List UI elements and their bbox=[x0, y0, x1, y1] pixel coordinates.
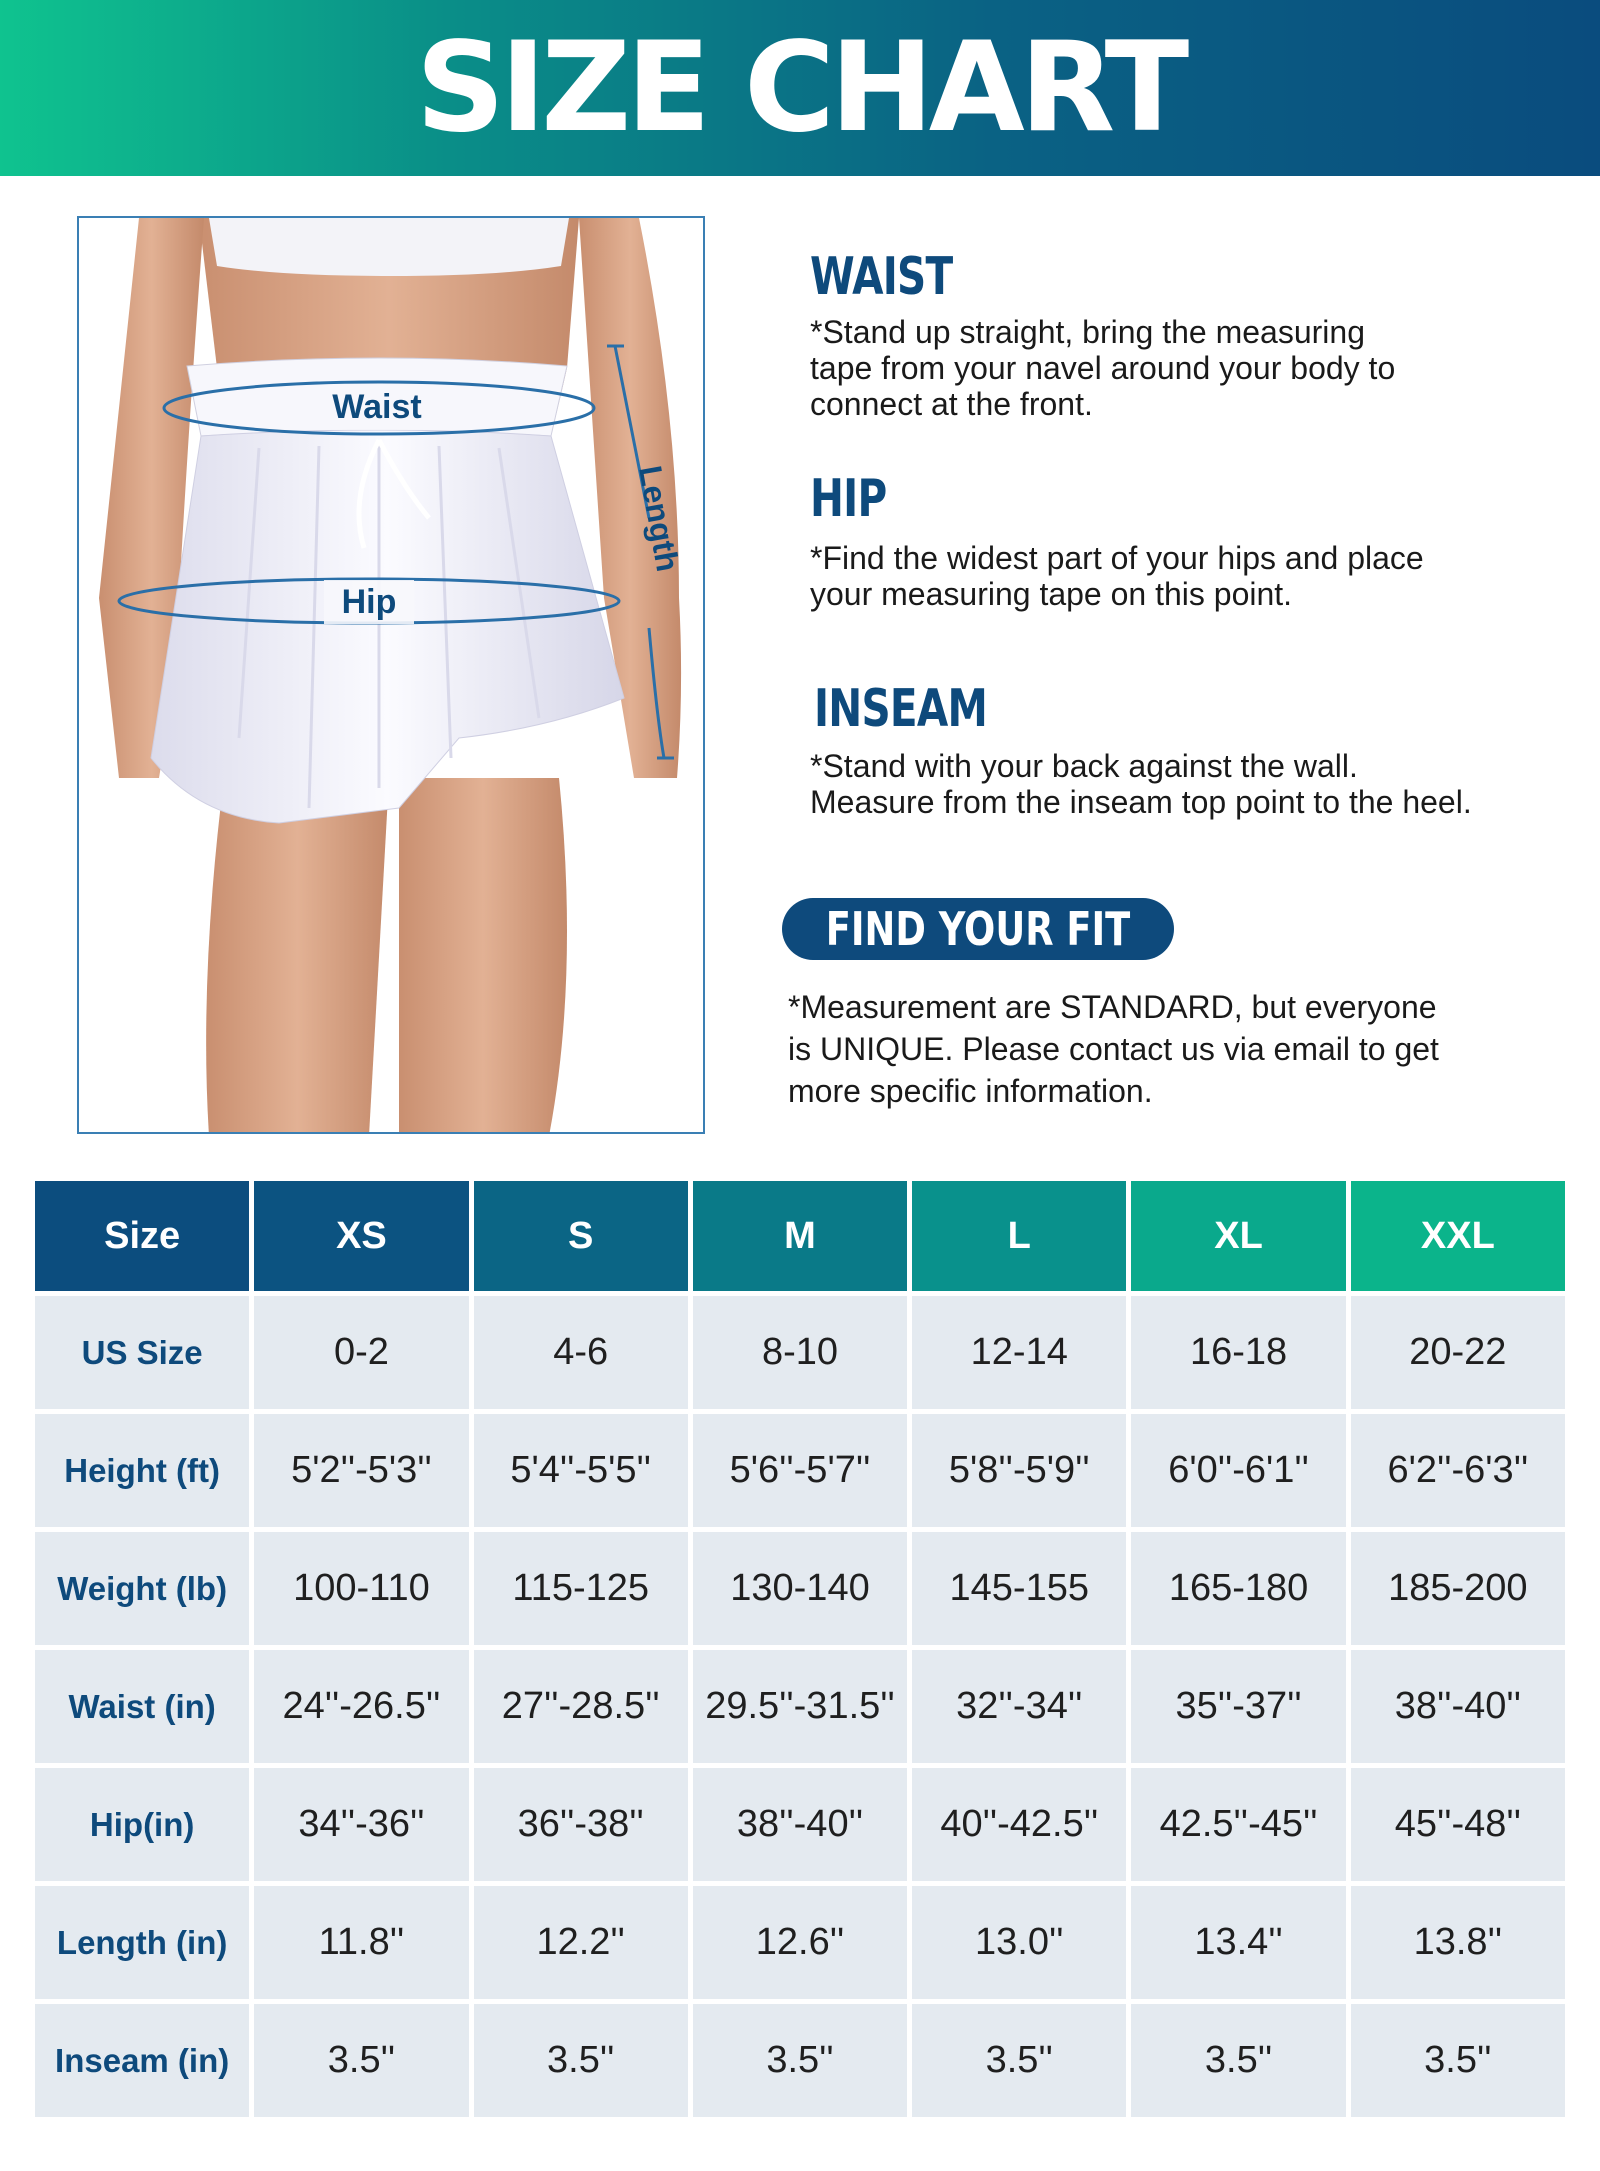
table-cell: 100-110 bbox=[254, 1532, 468, 1645]
table-cell: 38''-40'' bbox=[1351, 1650, 1565, 1763]
table-cell: 130-140 bbox=[693, 1532, 907, 1645]
header-xs: XS bbox=[254, 1181, 468, 1291]
hip-title: HIP bbox=[810, 469, 887, 529]
left-leg-shape bbox=[206, 778, 389, 1134]
table-row bbox=[35, 1886, 1565, 1999]
model-shorts-figure bbox=[79, 218, 705, 1134]
sports-bra-shape bbox=[209, 218, 569, 276]
table-row bbox=[35, 1532, 1565, 1645]
table-cell: 6'2''-6'3'' bbox=[1351, 1414, 1565, 1527]
header-s: S bbox=[474, 1181, 688, 1291]
row-label-height: Height (ft) bbox=[35, 1414, 249, 1527]
row-label-weight: Weight (lb) bbox=[35, 1532, 249, 1645]
measurement-illustration bbox=[77, 216, 705, 1134]
table-row bbox=[35, 1414, 1565, 1527]
table-cell: 42.5''-45'' bbox=[1131, 1768, 1345, 1881]
find-your-fit-title: FIND YOUR FIT bbox=[825, 902, 1131, 956]
table-cell: 12-14 bbox=[912, 1296, 1126, 1409]
table-cell: 40''-42.5'' bbox=[912, 1768, 1126, 1881]
table-cell: 6'0''-6'1'' bbox=[1131, 1414, 1345, 1527]
table-cell: 4-6 bbox=[474, 1296, 688, 1409]
table-cell: 165-180 bbox=[1131, 1532, 1345, 1645]
length-label: Length bbox=[632, 462, 687, 575]
row-label-us-size: US Size bbox=[35, 1296, 249, 1409]
table-row bbox=[35, 2004, 1565, 2117]
waist-title: WAIST bbox=[810, 247, 953, 307]
table-cell: 12.6'' bbox=[693, 1886, 907, 1999]
table-cell: 45''-48'' bbox=[1351, 1768, 1565, 1881]
waist-section bbox=[810, 246, 1550, 422]
table-cell: 3.5'' bbox=[693, 2004, 907, 2117]
table-cell: 13.4'' bbox=[1131, 1886, 1345, 1999]
find-your-fit-badge bbox=[782, 898, 1174, 960]
hip-instructions: *Find the widest part of your hips and place your measuring tape on this point. bbox=[810, 540, 1424, 612]
table-cell: 20-22 bbox=[1351, 1296, 1565, 1409]
shorts-skirt-shape bbox=[151, 430, 624, 823]
table-cell: 185-200 bbox=[1351, 1532, 1565, 1645]
size-table bbox=[30, 1176, 1570, 2122]
table-cell: 3.5'' bbox=[254, 2004, 468, 2117]
header-xxl: XXL bbox=[1351, 1181, 1565, 1291]
row-label-length: Length (in) bbox=[35, 1886, 249, 1999]
table-cell: 3.5'' bbox=[474, 2004, 688, 2117]
header-xl: XL bbox=[1131, 1181, 1345, 1291]
header-m: M bbox=[693, 1181, 907, 1291]
table-cell: 35''-37'' bbox=[1131, 1650, 1345, 1763]
table-cell: 34''-36'' bbox=[254, 1768, 468, 1881]
table-header-row bbox=[35, 1181, 1565, 1291]
inseam-title: INSEAM bbox=[814, 679, 988, 739]
header-banner bbox=[0, 0, 1600, 176]
waist-label: Waist bbox=[332, 388, 422, 426]
inseam-instructions: *Stand with your back against the wall. Measure from the inseam top point to the heel. bbox=[810, 748, 1472, 820]
table-cell: 36''-38'' bbox=[474, 1768, 688, 1881]
table-cell: 29.5''-31.5'' bbox=[693, 1650, 907, 1763]
header-l: L bbox=[912, 1181, 1126, 1291]
table-cell: 5'2''-5'3'' bbox=[254, 1414, 468, 1527]
table-cell: 3.5'' bbox=[912, 2004, 1126, 2117]
table-cell: 3.5'' bbox=[1131, 2004, 1345, 2117]
hip-label: Hip bbox=[341, 583, 397, 621]
hip-section bbox=[810, 468, 1550, 612]
table-cell: 5'8''-5'9'' bbox=[912, 1414, 1126, 1527]
table-cell: 115-125 bbox=[474, 1532, 688, 1645]
table-cell: 11.8'' bbox=[254, 1886, 468, 1999]
table-cell: 5'4''-5'5'' bbox=[474, 1414, 688, 1527]
row-label-waist: Waist (in) bbox=[35, 1650, 249, 1763]
table-cell: 27''-28.5'' bbox=[474, 1650, 688, 1763]
table-row bbox=[35, 1296, 1565, 1409]
table-cell: 12.2'' bbox=[474, 1886, 688, 1999]
table-cell: 3.5'' bbox=[1351, 2004, 1565, 2117]
table-cell: 13.0'' bbox=[912, 1886, 1126, 1999]
table-cell: 16-18 bbox=[1131, 1296, 1345, 1409]
table-cell: 5'6''-5'7'' bbox=[693, 1414, 907, 1527]
header-size: Size bbox=[35, 1181, 249, 1291]
inseam-section bbox=[810, 678, 1550, 820]
table-cell: 24''-26.5'' bbox=[254, 1650, 468, 1763]
table-cell: 8-10 bbox=[693, 1296, 907, 1409]
waist-instructions: *Stand up straight, bring the measuring tape from your navel around your body to connect at the front. bbox=[810, 314, 1396, 422]
table-cell: 145-155 bbox=[912, 1532, 1126, 1645]
fit-note: *Measurement are STANDARD, but everyone is UNIQUE. Please contact us via email to get more specific information. bbox=[788, 989, 1439, 1109]
page-title: SIZE CHART bbox=[415, 16, 1185, 160]
table-row bbox=[35, 1768, 1565, 1881]
table-cell: 32''-34'' bbox=[912, 1650, 1126, 1763]
table-cell: 13.8'' bbox=[1351, 1886, 1565, 1999]
row-label-inseam: Inseam (in) bbox=[35, 2004, 249, 2117]
table-row bbox=[35, 1650, 1565, 1763]
table-cell: 0-2 bbox=[254, 1296, 468, 1409]
row-label-hip: Hip(in) bbox=[35, 1768, 249, 1881]
right-leg-shape bbox=[399, 778, 567, 1134]
table-cell: 38''-40'' bbox=[693, 1768, 907, 1881]
